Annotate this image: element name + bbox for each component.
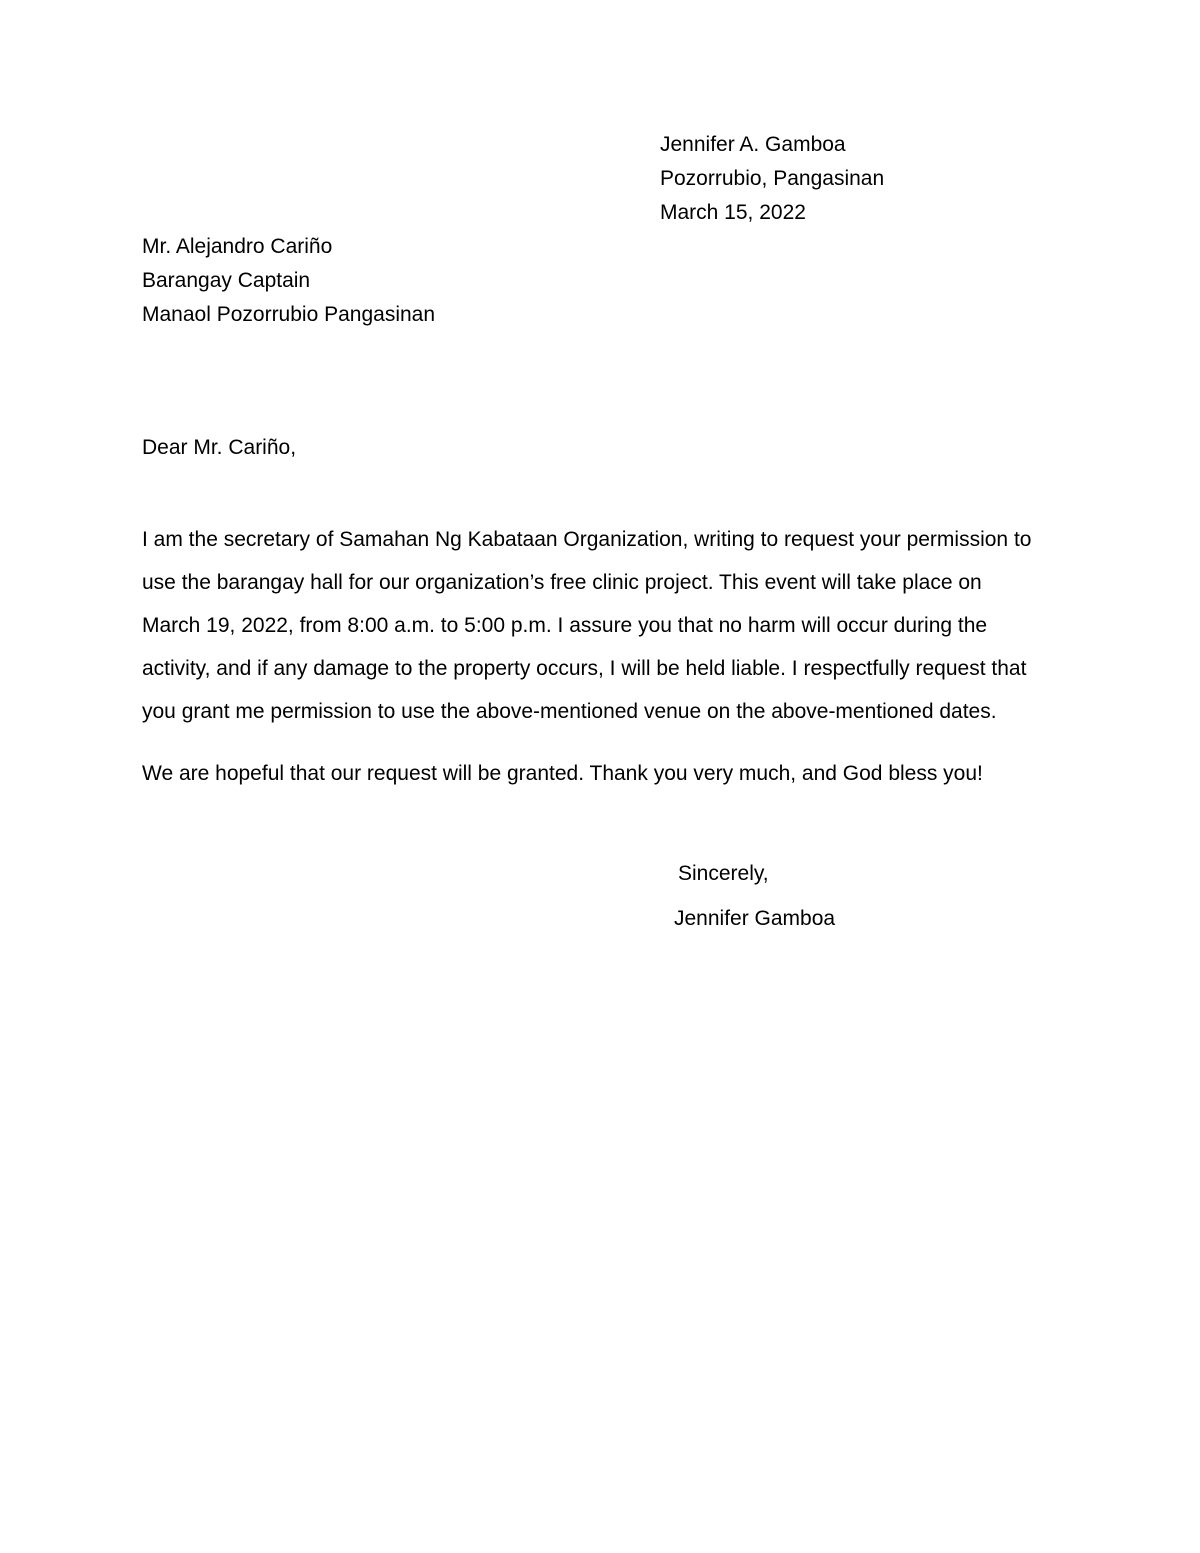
- salutation: Dear Mr. Cariño,: [142, 436, 297, 459]
- signature-name: Jennifer Gamboa: [674, 907, 836, 930]
- sender-name: Jennifer A. Gamboa: [660, 133, 846, 156]
- body-paragraph-1-line: use the barangay hall for our organization’s free clinic project. This event will take place on: [142, 571, 982, 594]
- sender-address: Pozorrubio, Pangasinan: [660, 167, 885, 190]
- body-paragraph-1-line: I am the secretary of Samahan Ng Kabataan Organization, writing to request your permission to: [142, 528, 1032, 551]
- recipient-title: Barangay Captain: [142, 269, 311, 292]
- body-paragraph-1-line: you grant me permission to use the above-mentioned venue on the above-mentioned dates.: [142, 700, 997, 723]
- letter-date: March 15, 2022: [660, 201, 806, 224]
- body-paragraph-1-line: March 19, 2022, from 8:00 a.m. to 5:00 p.m. I assure you that no harm will occur during the: [142, 614, 988, 637]
- body-paragraph-1-line: activity, and if any damage to the property occurs, I will be held liable. I respectfully request that: [142, 657, 1027, 680]
- body-paragraph-2: We are hopeful that our request will be granted. Thank you very much, and God bless you!: [142, 762, 983, 785]
- recipient-address: Manaol Pozorrubio Pangasinan: [142, 303, 436, 326]
- recipient-name: Mr. Alejandro Cariño: [142, 235, 333, 258]
- closing: Sincerely,: [678, 862, 769, 885]
